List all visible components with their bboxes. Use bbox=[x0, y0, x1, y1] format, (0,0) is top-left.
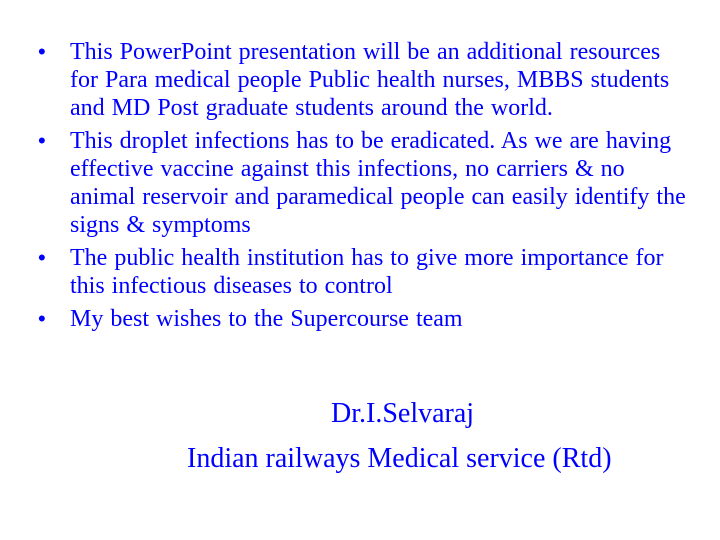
signature-organization: Indian railways Medical service (Rtd) bbox=[187, 443, 612, 474]
bullet-marker: • bbox=[38, 245, 46, 270]
bullet-marker: • bbox=[38, 128, 46, 153]
bullet-text: This PowerPoint presentation will be an additional resources for Para medical people Public health nurses, MBBS students and MD Post graduate students around the world. bbox=[70, 39, 670, 121]
bullet-item-best-wishes bbox=[38, 305, 688, 333]
bullet-text: This droplet infections has to be eradicated. As we are having effective vaccine against this infections, no carriers & no animal reservoir and paramedical people can easily identify the signs & symptoms bbox=[70, 128, 686, 238]
signature-name: Dr.I.Selvaraj bbox=[331, 398, 475, 429]
bullet-marker: • bbox=[38, 39, 46, 64]
bullet-text: My best wishes to the Supercourse team bbox=[70, 306, 463, 332]
bullet-item-resources bbox=[38, 38, 688, 122]
bullet-marker: • bbox=[38, 306, 46, 331]
bullet-list bbox=[38, 38, 688, 338]
bullet-item-eradication bbox=[38, 127, 688, 239]
bullet-item-public-health bbox=[38, 244, 688, 300]
bullet-text: The public health institution has to give more importance for this infectious diseases to control bbox=[70, 245, 664, 299]
